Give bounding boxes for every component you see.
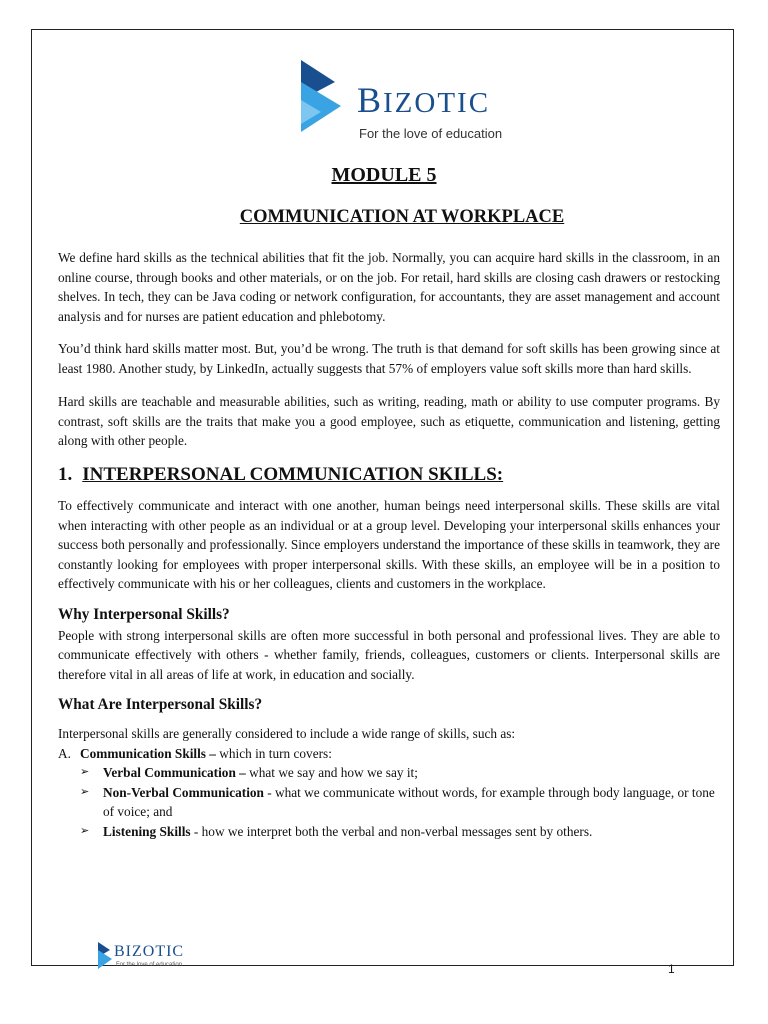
intro-paragraph-3: Hard skills are teachable and measurable abilities, such as writing, reading, math or ability to use computer programs. By contrast, soft skills are the traits that make you a good employee, such as etiquette, communication and listening, getting along with other people. [58,394,720,448]
bullet-item [80,763,720,783]
logo-brand-first-letter: B [357,80,384,120]
logo-tagline: For the love of education [359,126,503,141]
bullet-label: Non-Verbal Communication [103,784,264,800]
bullet-text: - how we interpret both the verbal and non-verbal messages sent by others. [190,823,593,839]
document-body [58,248,720,841]
page-number: 1 [668,962,675,976]
bullet-item [80,783,720,822]
what-intro: Interpersonal skills are generally considered to include a wide range of skills, such as: [58,726,516,741]
bullet-item [80,822,720,842]
intro-paragraph-2: You’d think hard skills matter most. But, you’d be wrong. The truth is that demand for soft skills has been growing since at least 1980. Another study, by LinkedIn, actually suggests that 57% of employers value soft skills more than hard skills. [58,341,720,376]
logo-brand-name [357,82,490,118]
footer-logo [98,940,198,974]
section-paragraph: To effectively communicate and interact with one another, human beings need interpersonal skills. These skills are vital when interacting with other people as an individual or at a group level. Developing your interpersonal skills enhances your success both personally and professionally. Since employers understand the importance of these skills in teamwork, they are constantly looking for employees with proper interpersonal skills. With these skills, an employee will be in a position to effectively communicate with his or her colleagues, clients and customers in the workplace. [58,498,720,591]
footer-logo-triangles-icon [98,942,114,972]
document-title: COMMUNICATION AT WORKPLACE [239,207,565,227]
arrow-bullet-icon: ➢ [80,785,90,798]
bullet-label: Verbal Communication – [103,765,246,780]
module-title: MODULE 5 [331,164,437,186]
bullet-text: - what we communicate without words, for example through body language, or tone of voice; and [103,784,715,819]
list-letter: A. [58,745,71,761]
arrow-bullet-icon: ➢ [80,766,90,778]
arrow-bullet-icon: ➢ [80,824,90,837]
footer-logo-tagline: For the love of education [116,962,183,968]
intro-paragraph-1: We define hard skills as the technical abilities that fit the job. Normally, you can acquire hard skills in the classroom, in an online course, through books and other materials, or on the job. For retail, hard skills are closing cash drawers or restocking shelves. In tech, they can be Java coding or network configuration, for accountants, they are asset management and account analysis and for nurses are patient education and phlebotomy. [58,250,720,324]
section-title: INTERPERSONAL COMMUNICATION SKILLS: [82,463,504,485]
list-item-label: Communication Skills – [80,745,216,761]
list-item-a [58,744,720,764]
why-paragraph: People with strong interpersonal skills are often more successful in both personal and professional lives. They are able to communicate effectively with others - whether family, friends, colleagues, customers or clients. Interpersonal skills are therefore vital in all areas of life at work, in education and socially. [58,627,720,682]
bullet-label: Listening Skills [103,823,191,839]
footer-logo-name: BIZOTIC [114,943,185,960]
why-heading: Why Interpersonal Skills? [58,605,230,623]
logo-triangles-icon [301,60,347,140]
logo-brand-rest: IZOTIC [383,87,491,119]
section-number: 1. [58,463,73,485]
section-heading [58,465,720,485]
list-item-text: which in turn covers: [215,745,332,761]
bullet-text: what we say and how we say it; [245,765,418,780]
what-heading: What Are Interpersonal Skills? [58,696,263,713]
bizotic-logo [297,56,519,152]
